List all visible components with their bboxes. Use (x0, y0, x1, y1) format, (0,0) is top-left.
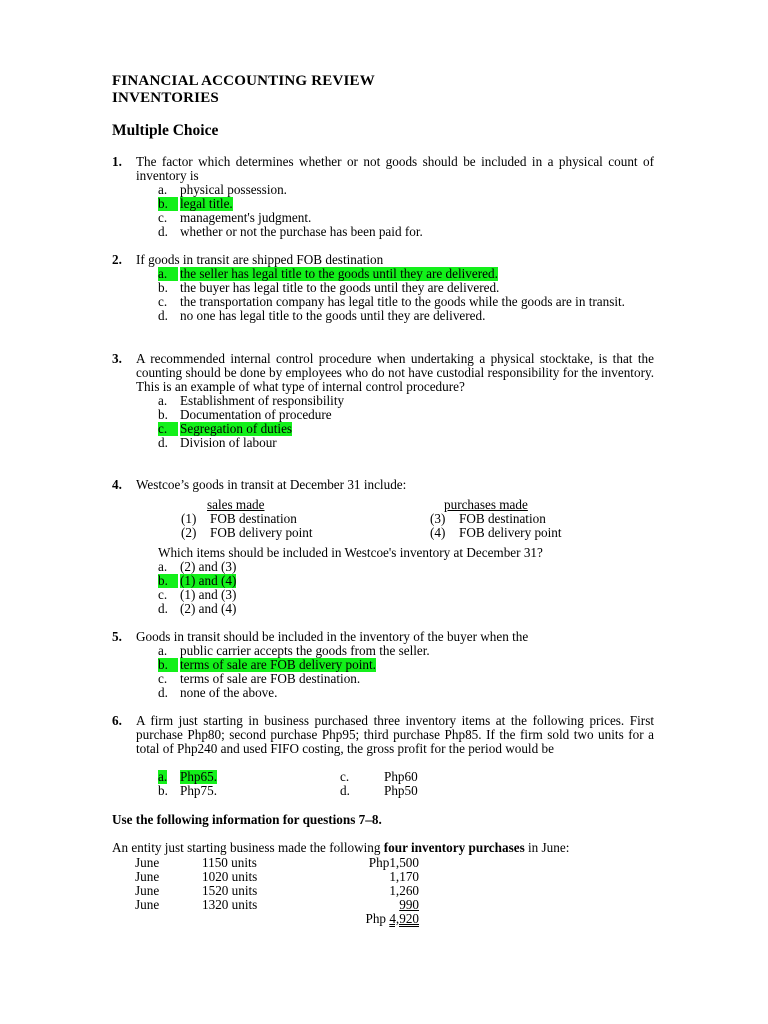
sales-item-2-text: FOB delivery point (210, 525, 313, 540)
option-a: a. Establishment of responsibility (158, 393, 345, 408)
q6-option-c-text: Php60 (384, 769, 418, 784)
option-b-answer: b. legal title. (158, 196, 233, 211)
q6-option-d-letter: d. (340, 783, 350, 798)
question-number: 3. (112, 351, 122, 366)
q6-option-a-text-answer: Php65. (180, 769, 218, 784)
option-d: d. none of the above. (158, 685, 278, 700)
question-4 (112, 478, 654, 492)
option-b: b. the buyer has legal title to the goods until they are delivered. (158, 280, 500, 295)
option-d: d. (2) and (4) (158, 601, 237, 616)
q6-option-b-text: Php75. (180, 783, 218, 798)
purchase-row-2-units: 1020 units (202, 869, 258, 884)
option-d: d. whether or not the purchase has been paid for. (158, 224, 423, 239)
question-1 (112, 155, 654, 239)
info-intro: An entity just starting business made the following four inventory purchases in June: (112, 840, 570, 855)
document-title: FINANCIAL ACCOUNTING REVIEW (112, 73, 375, 89)
question-4-prompt: Which items should be included in Westcoe's inventory at December 31? (158, 545, 543, 560)
question-text: Westcoe’s goods in transit at December 31 include: (136, 477, 407, 492)
purchase-row-4-amount: 990 (399, 897, 419, 912)
sales-item-1-number: (1) (181, 511, 197, 526)
question-number: 5. (112, 629, 122, 644)
question-3 (112, 352, 654, 450)
option-d: d. Division of labour (158, 435, 277, 450)
purchase-row-2-month: June (135, 869, 160, 884)
q6-option-c-letter: c. (340, 769, 350, 784)
purchase-row-1-units: 1150 units (202, 855, 257, 870)
option-c: c. management's judgment. (158, 210, 312, 225)
purchase-row-4-units: 1320 units (202, 897, 258, 912)
purchases-made-header: purchases made (444, 497, 528, 512)
option-d: d. no one has legal title to the goods until they are delivered. (158, 308, 486, 323)
question-text: The factor which determines whether or not goods should be included in a physical count of inventory is (136, 154, 654, 183)
question-text: If goods in transit are shipped FOB destination (136, 252, 384, 267)
option-a: a. public carrier accepts the goods from the seller. (158, 643, 430, 658)
purchase-row-1-amount: Php1,500 (368, 855, 419, 870)
option-c: c. (1) and (3) (158, 587, 237, 602)
section-heading: Multiple Choice (112, 122, 219, 139)
option-a-answer: a. the seller has legal title to the goods until they are delivered. (158, 266, 498, 281)
q6-option-d-text: Php50 (384, 783, 418, 798)
purchase-item-4-text: FOB delivery point (459, 525, 562, 540)
document-subtitle: INVENTORIES (112, 90, 219, 106)
option-c: c. the transportation company has legal title to the goods while the goods are in transit. (158, 294, 625, 309)
question-number: 4. (112, 477, 122, 492)
sales-item-1-text: FOB destination (210, 511, 297, 526)
question-2 (112, 253, 654, 323)
option-c-answer: c. Segregation of duties (158, 421, 293, 436)
purchase-row-3-units: 1520 units (202, 883, 258, 898)
option-b: b. Documentation of procedure (158, 407, 332, 422)
purchase-row-2-amount: 1,170 (389, 869, 419, 884)
q6-option-a-letter-answer: a. (158, 769, 168, 784)
option-b-answer: b. terms of sale are FOB delivery point. (158, 657, 376, 672)
question-4-options (112, 546, 654, 616)
question-6 (112, 714, 654, 756)
question-number: 6. (112, 713, 122, 728)
sales-made-header: sales made (207, 497, 265, 512)
purchase-row-3-month: June (135, 883, 160, 898)
question-text: Goods in transit should be included in the inventory of the buyer when the (136, 629, 529, 644)
q6-option-b-letter: b. (158, 783, 168, 798)
question-number: 1. (112, 154, 122, 169)
question-text: A recommended internal control procedure when undertaking a physical stocktake, is that the counting should be done by employees who do not have custodial responsibility for the inventory. This is an example of what type of internal control procedure? (136, 351, 654, 394)
info-heading: Use the following information for questions 7–8. (112, 812, 382, 827)
purchase-row-3-amount: 1,260 (389, 883, 419, 898)
purchase-row-4-month: June (135, 897, 160, 912)
purchase-item-3-number: (3) (430, 511, 446, 526)
option-a: a. (2) and (3) (158, 559, 237, 574)
question-number: 2. (112, 252, 122, 267)
option-b-answer: b. (1) and (4) (158, 573, 237, 588)
purchase-item-3-text: FOB destination (459, 511, 546, 526)
sales-item-2-number: (2) (181, 525, 197, 540)
question-text: A firm just starting in business purchased three inventory items at the following prices. First purchase Php80; second purchase Php95; third purchase Php85. If the firm sold two units for a total of Php240 and used FIFO costing, the gross profit for the period would be (136, 713, 654, 756)
purchase-row-1-month: June (135, 855, 160, 870)
question-5 (112, 630, 654, 700)
purchase-item-4-number: (4) (430, 525, 446, 540)
option-a: a. physical possession. (158, 182, 287, 197)
option-c: c. terms of sale are FOB destination. (158, 671, 361, 686)
purchases-total: Php 4,920 (365, 911, 419, 926)
